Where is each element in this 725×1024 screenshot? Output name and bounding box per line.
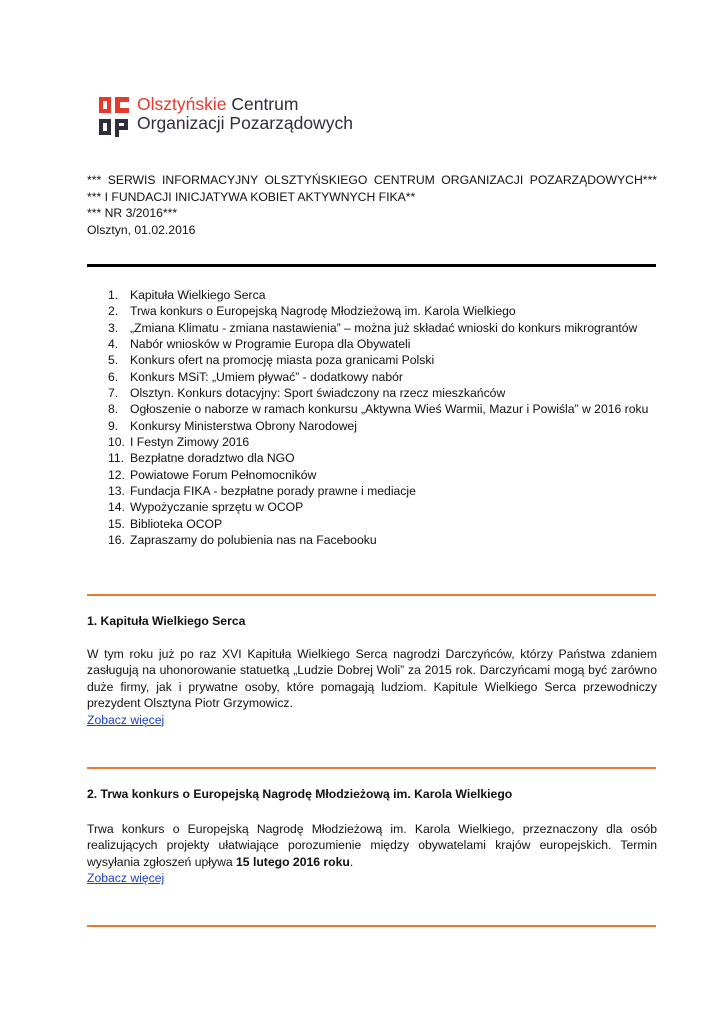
logo-text-centrum: Centrum: [231, 94, 299, 114]
toc-item-label: Powiatowe Forum Pełnomocników: [130, 467, 317, 482]
toc-item: [108, 320, 668, 336]
header-place-date: Olsztyn, 01.02.2016: [87, 222, 196, 237]
section-1-more-link[interactable]: Zobacz więcej: [87, 712, 165, 727]
toc-item-number: 10.: [108, 435, 125, 450]
toc-item-label: Biblioteka OCOP: [130, 516, 223, 531]
toc-item-number: 11.: [108, 451, 125, 466]
toc-item-label: I Festyn Zimowy 2016: [130, 435, 250, 450]
toc-item-label: Konkursy Ministerstwa Obrony Narodowej: [130, 418, 357, 433]
toc-item-label: Fundacja FIKA - bezpłatne porady prawne i mediacje: [130, 484, 416, 499]
toc-item-number: 5.: [108, 353, 119, 368]
logo-wordmark: [137, 95, 353, 133]
toc-item: [108, 336, 668, 352]
toc-item: [108, 303, 668, 319]
toc-item-label: Ogłoszenie o naborze w ramach konkursu „Aktywna Wieś Warmii, Mazur i Powiśla” w 2016 roku: [130, 402, 649, 417]
table-of-contents: [108, 287, 668, 549]
toc-item: [108, 385, 668, 401]
toc-item-number: 6.: [108, 369, 119, 384]
toc-item: [108, 467, 668, 483]
section-2-text-end: .: [349, 854, 354, 869]
toc-item-number: 9.: [108, 418, 119, 433]
toc-item-number: 8.: [108, 402, 119, 417]
toc-item-label: Zapraszamy do polubienia nas na Facebooku: [130, 533, 377, 548]
toc-item: [108, 434, 668, 450]
toc-item-label: „Zmiana Klimatu - zmiana nastawienia” – można już składać wnioski do konkurs mikrograntów: [130, 320, 638, 335]
section-divider-3: [87, 925, 656, 927]
section-2-text: [87, 821, 657, 870]
section-2-body: [87, 821, 657, 887]
toc-item: [108, 450, 668, 466]
section-2-text-main: Trwa konkurs o Europejską Nagrodę Młodzieżową im. Karola Wielkiego, przeznaczony dla osób realizujących projekty ułatwiające porozumienie między obywatelami krajów europejskich. Termin wysyłania zgłoszeń upływa: [87, 822, 657, 869]
toc-item-number: 7.: [108, 386, 119, 401]
toc-item-number: 14.: [108, 500, 125, 515]
header-line-1: *** SERWIS INFORMACYJNY OLSZTYŃSKIEGO CENTRUM ORGANIZACJI POZARZĄDOWYCH***: [87, 173, 657, 187]
toc-item: [108, 516, 668, 532]
header-divider: [87, 264, 656, 267]
toc-item-number: 15.: [108, 516, 125, 531]
section-2-more-link[interactable]: Zobacz więcej: [87, 871, 165, 886]
toc-item: [108, 401, 668, 417]
header-line-2: *** I FUNDACJI INICJATYWA KOBIET AKTYWNYCH FIKA**: [87, 189, 416, 204]
section-2-title: 2. Trwa konkurs o Europejską Nagrodę Młodzieżową im. Karola Wielkiego: [87, 787, 513, 801]
toc-item-number: 13.: [108, 484, 125, 499]
toc-item: [108, 483, 668, 499]
toc-item: [108, 369, 668, 385]
toc-item-number: 2.: [108, 304, 119, 319]
toc-item: [108, 418, 668, 434]
toc-item: [108, 499, 668, 515]
toc-item: [108, 352, 668, 368]
toc-item-label: Konkurs ofert na promocję miasta poza granicami Polski: [130, 353, 435, 368]
section-divider-1: [87, 594, 656, 596]
header-issue-number: *** NR 3/2016***: [87, 206, 178, 220]
section-divider-2: [87, 767, 656, 769]
toc-item-number: 1.: [108, 288, 119, 302]
toc-item-number: 4.: [108, 337, 119, 352]
toc-item: [108, 532, 668, 548]
section-1-text: W tym roku już po raz XVI Kapituła Wielkiego Serca nagrodzi Darczyńców, którzy Państwa zdaniem zasługują na uhonorowanie statuetką „Ludzie Dobrej Woli” za 2015 rok. Darczyńcami mogą być zarówno duże firmy, jak i prywatne osoby, które pomagają ludziom. Kapitule Wielkiego Serca przewodniczy prezydent Olsztyna Piotr Grzymowicz.: [87, 647, 657, 711]
toc-item-number: 16.: [108, 533, 125, 548]
toc-item: [108, 287, 668, 303]
toc-item-label: Olsztyn. Konkurs dotacyjny: Sport świadczony na rzecz mieszkańców: [130, 386, 506, 401]
logo-text-organizacji: Organizacji Pozarządowych: [137, 113, 353, 133]
toc-item-label: Bezpłatne doradztwo dla NGO: [130, 451, 295, 466]
newsletter-header: [87, 172, 657, 238]
ocop-logo: [97, 95, 387, 139]
toc-item-label: Nabór wniosków w Programie Europa dla Obywateli: [130, 337, 411, 352]
toc-item-label: Wypożyczanie sprzętu w OCOP: [130, 500, 304, 515]
section-1-body: [87, 646, 657, 728]
toc-item-label: Konkurs MSiT: „Umiem pływać” - dodatkowy nabór: [130, 369, 403, 384]
logo-text-olsztynskie: Olsztyńskie: [137, 94, 227, 114]
toc-item-number: 12.: [108, 467, 125, 482]
section-1-title: 1. Kapituła Wielkiego Serca: [87, 614, 246, 628]
ocop-logo-mark-icon: [97, 95, 133, 139]
toc-item-number: 3.: [108, 320, 119, 335]
toc-item-label: Kapituła Wielkiego Serca: [130, 288, 266, 302]
section-2-deadline: 15 lutego 2016 roku: [236, 854, 350, 869]
toc-item-label: Trwa konkurs o Europejską Nagrodę Młodzieżową im. Karola Wielkiego: [130, 304, 516, 319]
